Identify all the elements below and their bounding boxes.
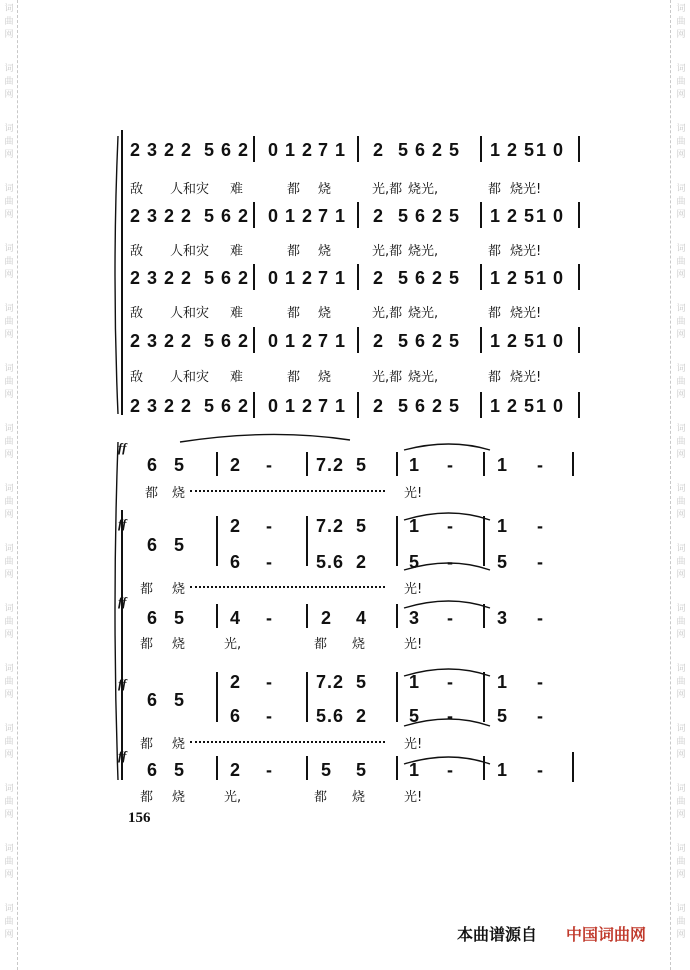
watermark-glyph: 词: [676, 424, 686, 434]
lyric: 人和灾: [170, 244, 210, 259]
note: -: [537, 706, 544, 726]
note: 1 0: [536, 396, 565, 416]
note: 0 1 2: [268, 206, 314, 226]
lyric: 烧光!: [510, 370, 542, 385]
note: 2 3 2 2: [130, 206, 193, 226]
tie: [404, 513, 490, 520]
watermark-glyph: 曲: [676, 737, 686, 747]
watermark-glyph: 网: [676, 630, 686, 640]
lyric: 都: [287, 182, 301, 197]
note: 0 1 2: [268, 268, 314, 288]
note: -: [447, 608, 454, 628]
note: 5: [497, 552, 509, 572]
watermark-glyph: 曲: [676, 17, 686, 27]
note: 7 1: [318, 331, 347, 351]
lyric: 烧光,: [408, 182, 439, 197]
watermark-glyph: 曲: [676, 137, 686, 147]
lyric: 难: [230, 370, 244, 385]
watermark-glyph: 网: [676, 90, 686, 100]
watermark-glyph: 曲: [676, 677, 686, 687]
lyric: 烧: [318, 370, 332, 385]
watermark-glyph: 网: [676, 750, 686, 760]
lyric: 都: [140, 790, 154, 805]
note: 6: [230, 706, 242, 726]
watermark-glyph: 词: [676, 304, 686, 314]
lyric: 都: [140, 637, 154, 652]
lyric: 光,都: [372, 244, 403, 259]
watermark-glyph: 网: [4, 270, 14, 280]
system-brace: [115, 136, 118, 414]
lyric: 烧: [172, 737, 186, 752]
watermark-glyph: 网: [4, 810, 14, 820]
watermark-glyph: 词: [676, 664, 686, 674]
lyric: 烧光!: [510, 306, 542, 321]
lyric: 烧光,: [408, 370, 439, 385]
note: -: [266, 516, 273, 536]
watermark-glyph: 曲: [676, 617, 686, 627]
note: 6: [230, 552, 242, 572]
lyric: 都: [140, 737, 154, 752]
watermark-glyph: 网: [4, 30, 14, 40]
note: -: [266, 760, 273, 780]
watermark-glyph: 曲: [4, 17, 14, 27]
watermark-glyph: 词: [4, 724, 14, 734]
lyric: 难: [230, 306, 244, 321]
note: 5: [409, 552, 421, 572]
note: -: [537, 608, 544, 628]
lyric: 都: [488, 244, 502, 259]
watermark-glyph: 网: [4, 630, 14, 640]
watermark-glyph: 网: [4, 510, 14, 520]
watermark-glyph: 词: [4, 304, 14, 314]
lyric: 都: [140, 582, 154, 597]
watermark-glyph: 网: [4, 690, 14, 700]
lyric: 难: [230, 244, 244, 259]
watermark-glyph: 曲: [4, 797, 14, 807]
note: 5: [409, 706, 421, 726]
note: 1: [497, 760, 509, 780]
watermark-glyph: 词: [4, 364, 14, 374]
note: -: [537, 455, 544, 475]
note: 2 3 2 2: [130, 396, 193, 416]
tie: [404, 719, 490, 726]
note: 2: [356, 706, 368, 726]
note: -: [447, 672, 454, 692]
watermark-glyph: 网: [676, 390, 686, 400]
lyric: 烧: [172, 790, 186, 805]
watermark-glyph: 曲: [4, 677, 14, 687]
note: 2: [373, 140, 385, 160]
note: -: [447, 552, 454, 572]
note: 5 6 2: [204, 140, 250, 160]
lyric: 都: [488, 182, 502, 197]
note: -: [447, 516, 454, 536]
watermark-glyph: 网: [676, 210, 686, 220]
watermark-glyph: 曲: [676, 317, 686, 327]
lyric: 都: [488, 306, 502, 321]
watermark-glyph: 网: [4, 330, 14, 340]
watermark-glyph: 词: [676, 844, 686, 854]
watermark-glyph: 词: [676, 64, 686, 74]
note: 7 1: [318, 396, 347, 416]
watermark-glyph: 曲: [676, 197, 686, 207]
note: 1 2 5: [490, 140, 536, 160]
watermark-glyph: 词: [4, 484, 14, 494]
dynamic-ff: ff: [118, 594, 127, 609]
note: 7 1: [318, 140, 347, 160]
watermark-glyph: 网: [676, 330, 686, 340]
note: 6: [147, 690, 159, 710]
note: 2: [373, 331, 385, 351]
note: -: [447, 455, 454, 475]
watermark-glyph: 曲: [4, 617, 14, 627]
note: 5 6 2 5: [398, 331, 461, 351]
note: 5: [321, 760, 333, 780]
watermark-glyph: 曲: [4, 197, 14, 207]
watermark-glyph: 曲: [4, 737, 14, 747]
note: 2 3 2 2: [130, 268, 193, 288]
note: 7.2: [316, 672, 345, 692]
note: 2 3 2 2: [130, 140, 193, 160]
note: 5: [356, 516, 368, 536]
lyric: 光!: [404, 790, 423, 805]
tie: [404, 444, 490, 450]
lyric: 都: [287, 244, 301, 259]
lyric: 光,都: [372, 306, 403, 321]
watermark-glyph: 词: [676, 184, 686, 194]
dynamic-ff: ff: [118, 440, 127, 455]
lyric: 烧: [172, 486, 186, 501]
watermark-glyph: 词: [676, 904, 686, 914]
watermark-glyph: 词: [4, 64, 14, 74]
watermark-glyph: 曲: [676, 917, 686, 927]
note: 0 1 2: [268, 331, 314, 351]
watermark-glyph: 网: [4, 150, 14, 160]
lyric: 都: [287, 306, 301, 321]
watermark-glyph: 网: [676, 690, 686, 700]
watermark-glyph: 词: [4, 844, 14, 854]
note: 2 3 2 2: [130, 331, 193, 351]
note: 5 6 2: [204, 396, 250, 416]
watermark-glyph: 词: [676, 364, 686, 374]
lyric: 烧: [172, 637, 186, 652]
note: 1 2 5: [490, 396, 536, 416]
watermark-glyph: 网: [676, 870, 686, 880]
watermark-glyph: 曲: [4, 77, 14, 87]
watermark-glyph: 网: [4, 750, 14, 760]
watermark-glyph: 曲: [4, 557, 14, 567]
watermark-glyph: 词: [4, 604, 14, 614]
watermark-glyph: 网: [676, 810, 686, 820]
watermark-glyph: 词: [4, 184, 14, 194]
note: 5 6 2 5: [398, 206, 461, 226]
note: 2: [373, 206, 385, 226]
lyric: 人和灾: [170, 182, 210, 197]
note: 2: [230, 455, 242, 475]
note: 1 0: [536, 140, 565, 160]
lyric: 敌: [130, 306, 144, 321]
watermark-glyph: 曲: [4, 257, 14, 267]
watermark-glyph: 网: [4, 930, 14, 940]
system-brace: [115, 442, 118, 780]
note: 0 1 2: [268, 140, 314, 160]
watermark-glyph: 词: [4, 124, 14, 134]
watermark-glyph: 网: [4, 90, 14, 100]
watermark-glyph: 网: [676, 930, 686, 940]
watermark-glyph: 网: [4, 210, 14, 220]
source-label: 本曲谱源自: [457, 925, 538, 944]
note: 1: [409, 672, 421, 692]
watermark-glyph: 词: [4, 784, 14, 794]
watermark-glyph: 词: [676, 724, 686, 734]
lyric: 都: [287, 370, 301, 385]
watermark-glyph: 网: [4, 570, 14, 580]
note: 1 2 5: [490, 268, 536, 288]
watermark-glyph: 曲: [4, 137, 14, 147]
note: 5: [497, 706, 509, 726]
watermark-glyph: 词: [4, 4, 14, 14]
watermark-glyph: 词: [4, 544, 14, 554]
note: 1 0: [536, 268, 565, 288]
note: 7 1: [318, 268, 347, 288]
note: 6: [147, 455, 159, 475]
note: 5: [356, 672, 368, 692]
note: 5 6 2 5: [398, 268, 461, 288]
note: 1: [409, 455, 421, 475]
watermark-glyph: 曲: [676, 257, 686, 267]
lyric: 敌: [130, 182, 144, 197]
watermark-glyph: 词: [676, 544, 686, 554]
note: -: [266, 552, 273, 572]
note: 4: [230, 608, 242, 628]
note: -: [266, 608, 273, 628]
note: 5 6 2 5: [398, 140, 461, 160]
note: 6: [147, 535, 159, 555]
lyric: 都: [314, 637, 328, 652]
note: 1: [497, 672, 509, 692]
lyric: 人和灾: [170, 370, 210, 385]
brand-label: 中国词曲网: [566, 925, 647, 944]
watermark-glyph: 曲: [676, 797, 686, 807]
note: -: [537, 760, 544, 780]
note: 2: [230, 516, 242, 536]
dynamic-ff: ff: [118, 516, 127, 531]
note: 5: [356, 760, 368, 780]
watermark-glyph: 曲: [676, 497, 686, 507]
lyric: 人和灾: [170, 306, 210, 321]
note: -: [266, 706, 273, 726]
lyric: 都: [314, 790, 328, 805]
note: 6: [147, 608, 159, 628]
note: 2: [373, 396, 385, 416]
watermark-glyph: 曲: [4, 317, 14, 327]
watermark-glyph: 曲: [676, 857, 686, 867]
watermark-glyph: 曲: [676, 377, 686, 387]
watermark-glyph: 曲: [4, 917, 14, 927]
note: 5 6 2: [204, 206, 250, 226]
note: 5: [356, 455, 368, 475]
note: -: [537, 552, 544, 572]
note: 5.6: [316, 706, 345, 726]
note: 5 6 2 5: [398, 396, 461, 416]
lyric: 烧光,: [408, 306, 439, 321]
dynamic-ff: ff: [118, 748, 127, 763]
note: -: [266, 672, 273, 692]
lyric: 烧: [352, 790, 366, 805]
lyric: 烧: [318, 182, 332, 197]
lyric: 烧: [172, 582, 186, 597]
note: 1 0: [536, 206, 565, 226]
note: 1 0: [536, 331, 565, 351]
tie: [404, 669, 490, 676]
tie: [404, 757, 490, 764]
note: 2: [230, 672, 242, 692]
note: -: [537, 672, 544, 692]
watermark-glyph: 词: [676, 484, 686, 494]
note: -: [447, 760, 454, 780]
watermark-glyph: 网: [676, 270, 686, 280]
watermark-glyph: 词: [676, 244, 686, 254]
lyric: 光,: [224, 790, 242, 805]
note: 2: [230, 760, 242, 780]
watermark-glyph: 词: [676, 124, 686, 134]
watermark-glyph: 网: [676, 450, 686, 460]
note: 3: [409, 608, 421, 628]
watermark-glyph: 词: [676, 784, 686, 794]
note: 1: [409, 516, 421, 536]
note: 2: [356, 552, 368, 572]
lyric: 光!: [404, 582, 423, 597]
note: 2: [373, 268, 385, 288]
note: 5 6 2: [204, 268, 250, 288]
note: 6: [147, 760, 159, 780]
watermark-glyph: 网: [676, 510, 686, 520]
watermark-glyph: 网: [4, 870, 14, 880]
note: 1: [409, 760, 421, 780]
note: 5: [174, 455, 186, 475]
note: 1: [497, 455, 509, 475]
slur: [180, 434, 350, 442]
lyric: 都: [488, 370, 502, 385]
tie: [404, 601, 490, 608]
lyric: 敌: [130, 370, 144, 385]
watermark-glyph: 词: [676, 604, 686, 614]
note: 5 6 2: [204, 331, 250, 351]
watermark-glyph: 曲: [676, 437, 686, 447]
watermark-glyph: 词: [4, 424, 14, 434]
lyric: 光!: [404, 486, 423, 501]
note: 7.2: [316, 516, 345, 536]
lyric: 光!: [404, 637, 423, 652]
note: 1: [497, 516, 509, 536]
note: 7 1: [318, 206, 347, 226]
page-number: 156: [128, 810, 151, 826]
lyric: 光,都: [372, 182, 403, 197]
note: -: [537, 516, 544, 536]
note: 1 2 5: [490, 331, 536, 351]
watermark-glyph: 网: [676, 150, 686, 160]
lyric: 烧光,: [408, 244, 439, 259]
lyric: 光,: [224, 637, 242, 652]
watermark-glyph: 词: [4, 244, 14, 254]
note: 5: [174, 690, 186, 710]
lyric: 烧光!: [510, 244, 542, 259]
note: -: [266, 455, 273, 475]
watermark-glyph: 曲: [676, 77, 686, 87]
watermark-glyph: 网: [676, 570, 686, 580]
note: 5: [174, 608, 186, 628]
note: 5.6: [316, 552, 345, 572]
watermark-glyph: 曲: [4, 497, 14, 507]
watermark-glyph: 词: [676, 4, 686, 14]
watermark-glyph: 曲: [4, 857, 14, 867]
note: 5: [174, 535, 186, 555]
tie: [404, 563, 490, 570]
note: -: [447, 706, 454, 726]
lyric: 光!: [404, 737, 423, 752]
lyric: 烧: [318, 306, 332, 321]
lyric: 烧: [318, 244, 332, 259]
lyric: 敌: [130, 244, 144, 259]
lyric: 都: [145, 486, 159, 501]
watermark-glyph: 词: [4, 904, 14, 914]
watermark-glyph: 网: [4, 390, 14, 400]
watermark-glyph: 网: [4, 450, 14, 460]
note: 0 1 2: [268, 396, 314, 416]
lyric: 烧光!: [510, 182, 542, 197]
watermark-glyph: 网: [676, 30, 686, 40]
lyric: 烧: [352, 637, 366, 652]
lyric: 光,都: [372, 370, 403, 385]
note: 5: [174, 760, 186, 780]
watermark-glyph: 词: [4, 664, 14, 674]
note: 1 2 5: [490, 206, 536, 226]
watermark-glyph: 曲: [4, 437, 14, 447]
lyric: 难: [230, 182, 244, 197]
note: 3: [497, 608, 509, 628]
dynamic-ff: ff: [118, 676, 127, 691]
watermark-glyph: 曲: [4, 377, 14, 387]
note: 7.2: [316, 455, 345, 475]
note: 4: [356, 608, 368, 628]
watermark-glyph: 曲: [676, 557, 686, 567]
note: 2: [321, 608, 333, 628]
